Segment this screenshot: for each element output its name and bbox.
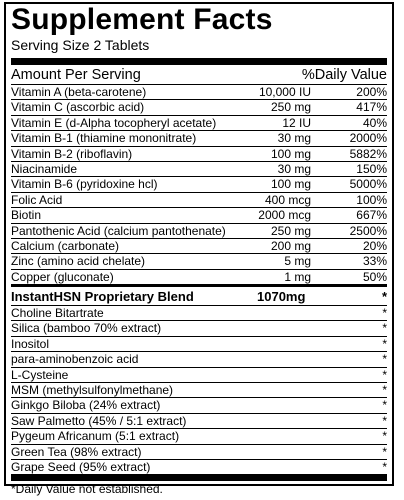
- ingredient-name: Grape Seed (95% extract): [11, 459, 151, 474]
- nutrient-daily-value: 667%: [356, 208, 387, 223]
- nutrient-name: Niacinamide: [11, 161, 78, 176]
- footnote: *Daily Value not established.: [11, 482, 163, 497]
- nutrient-row: [11, 100, 387, 115]
- nutrient-name: Vitamin C (ascorbic acid): [11, 100, 145, 115]
- ingredient-daily-value: *: [382, 336, 387, 351]
- blend-ingredient-row: [11, 337, 387, 352]
- nutrient-amount: 1 mg: [284, 269, 311, 284]
- nutrient-row: [11, 85, 387, 100]
- ingredient-daily-value: *: [382, 306, 387, 321]
- ingredient-name: Saw Palmetto (45% / 5:1 extract): [11, 413, 187, 428]
- nutrient-name: Pantothenic Acid (calcium pantothenate): [11, 223, 226, 238]
- nutrient-name: Vitamin B-1 (thiamine mononitrate): [11, 131, 197, 146]
- nutrient-name: Vitamin A (beta-carotene): [11, 85, 147, 99]
- ingredient-daily-value: *: [382, 459, 387, 474]
- nutrient-amount: 100 mg: [270, 177, 311, 192]
- nutrient-row: [11, 162, 387, 177]
- blend-ingredient-row: [11, 460, 387, 474]
- ingredient-daily-value: *: [382, 383, 387, 398]
- daily-value-label: %Daily Value: [301, 67, 387, 83]
- ingredient-daily-value: *: [382, 429, 387, 444]
- nutrient-daily-value: 417%: [356, 100, 387, 115]
- nutrient-daily-value: 33%: [362, 254, 387, 269]
- nutrient-name: Folic Acid: [11, 192, 63, 207]
- blend-ingredient-row: [11, 414, 387, 429]
- nutrient-amount: 400 mcg: [264, 192, 311, 207]
- nutrient-name: Biotin: [11, 208, 42, 223]
- panel-title: Supplement Facts: [11, 3, 273, 36]
- nutrient-amount: 30 mg: [277, 161, 311, 176]
- nutrient-amount: 250 mg: [270, 100, 311, 115]
- blend-ingredient-row: [11, 398, 387, 413]
- nutrient-row: [11, 239, 387, 254]
- ingredient-daily-value: *: [382, 321, 387, 336]
- ingredient-name: Ginkgo Biloba (24% extract): [11, 398, 161, 413]
- nutrient-name: Copper (gluconate): [11, 269, 114, 284]
- nutrient-amount: 10,000 IU: [258, 85, 311, 99]
- blend-ingredient-row: [11, 306, 387, 321]
- blend-dv: *: [381, 289, 387, 305]
- ingredient-name: L-Cysteine: [11, 367, 69, 382]
- nutrient-row: [11, 224, 387, 239]
- nutrient-daily-value: 2500%: [349, 223, 387, 238]
- blend-ingredient-row: [11, 429, 387, 444]
- ingredient-daily-value: *: [382, 444, 387, 459]
- ingredient-daily-value: *: [382, 398, 387, 413]
- blend-ingredient-list: [11, 306, 387, 474]
- blend-name: InstantHSN Proprietary Blend: [11, 289, 194, 305]
- nutrient-list: [11, 85, 387, 284]
- nutrient-amount: 12 IU: [282, 115, 311, 130]
- nutrient-daily-value: 150%: [356, 161, 387, 176]
- nutrient-daily-value: 2000%: [349, 131, 387, 146]
- ingredient-name: Inositol: [11, 336, 50, 351]
- nutrient-row: [11, 208, 387, 223]
- nutrient-name: Calcium (carbonate): [11, 238, 120, 253]
- blend-amount: 1070mg: [257, 289, 306, 305]
- ingredient-name: Pygeum Africanum (5:1 extract): [11, 429, 180, 444]
- nutrient-row: [11, 131, 387, 146]
- bottom-thick-divider: [11, 474, 387, 481]
- nutrient-name: Vitamin B-2 (riboflavin): [11, 146, 133, 161]
- nutrient-daily-value: 200%: [356, 85, 387, 99]
- nutrient-amount: 5 mg: [284, 254, 311, 269]
- ingredient-name: Silica (bamboo 70% extract): [11, 321, 162, 336]
- ingredient-daily-value: *: [382, 367, 387, 382]
- blend-ingredient-row: [11, 321, 387, 336]
- nutrient-amount: 2000 mcg: [258, 208, 311, 223]
- nutrient-amount: 250 mg: [270, 223, 311, 238]
- blend-header: [11, 289, 387, 306]
- ingredient-name: Green Tea (98% extract): [11, 444, 142, 459]
- amount-per-serving-label: Amount Per Serving: [11, 67, 141, 83]
- supplement-facts-panel: [4, 2, 394, 497]
- nutrient-amount: 200 mg: [270, 238, 311, 253]
- nutrient-daily-value: 5882%: [349, 146, 387, 161]
- nutrient-row: [11, 147, 387, 162]
- nutrient-row: [11, 177, 387, 192]
- nutrient-daily-value: 100%: [356, 192, 387, 207]
- ingredient-name: para-aminobenzoic acid: [11, 352, 139, 367]
- column-header: [11, 65, 387, 84]
- nutrient-row: [11, 193, 387, 208]
- nutrient-daily-value: 20%: [362, 238, 387, 253]
- blend-ingredient-row: [11, 445, 387, 460]
- nutrient-row: [11, 116, 387, 131]
- nutrient-daily-value: 40%: [362, 115, 387, 130]
- nutrient-name: Vitamin E (d-Alpha tocopheryl acetate): [11, 115, 217, 130]
- ingredient-name: MSM (methylsulfonylmethane): [11, 383, 174, 398]
- serving-size: Serving Size 2 Tablets: [11, 37, 150, 53]
- nutrient-daily-value: 50%: [362, 269, 387, 284]
- nutrient-amount: 100 mg: [270, 146, 311, 161]
- nutrient-row: [11, 270, 387, 284]
- nutrient-name: Zinc (amino acid chelate): [11, 254, 146, 269]
- blend-ingredient-row: [11, 368, 387, 383]
- blend-ingredient-row: [11, 352, 387, 367]
- blend-ingredient-row: [11, 383, 387, 398]
- section-divider: [11, 284, 387, 287]
- nutrient-daily-value: 5000%: [349, 177, 387, 192]
- ingredient-daily-value: *: [382, 352, 387, 367]
- nutrient-row: [11, 254, 387, 269]
- ingredient-daily-value: *: [382, 413, 387, 428]
- thick-divider: [11, 58, 387, 65]
- ingredient-name: Choline Bitartrate: [11, 306, 104, 321]
- nutrient-name: Vitamin B-6 (pyridoxine hcl): [11, 177, 158, 192]
- nutrient-amount: 30 mg: [277, 131, 311, 146]
